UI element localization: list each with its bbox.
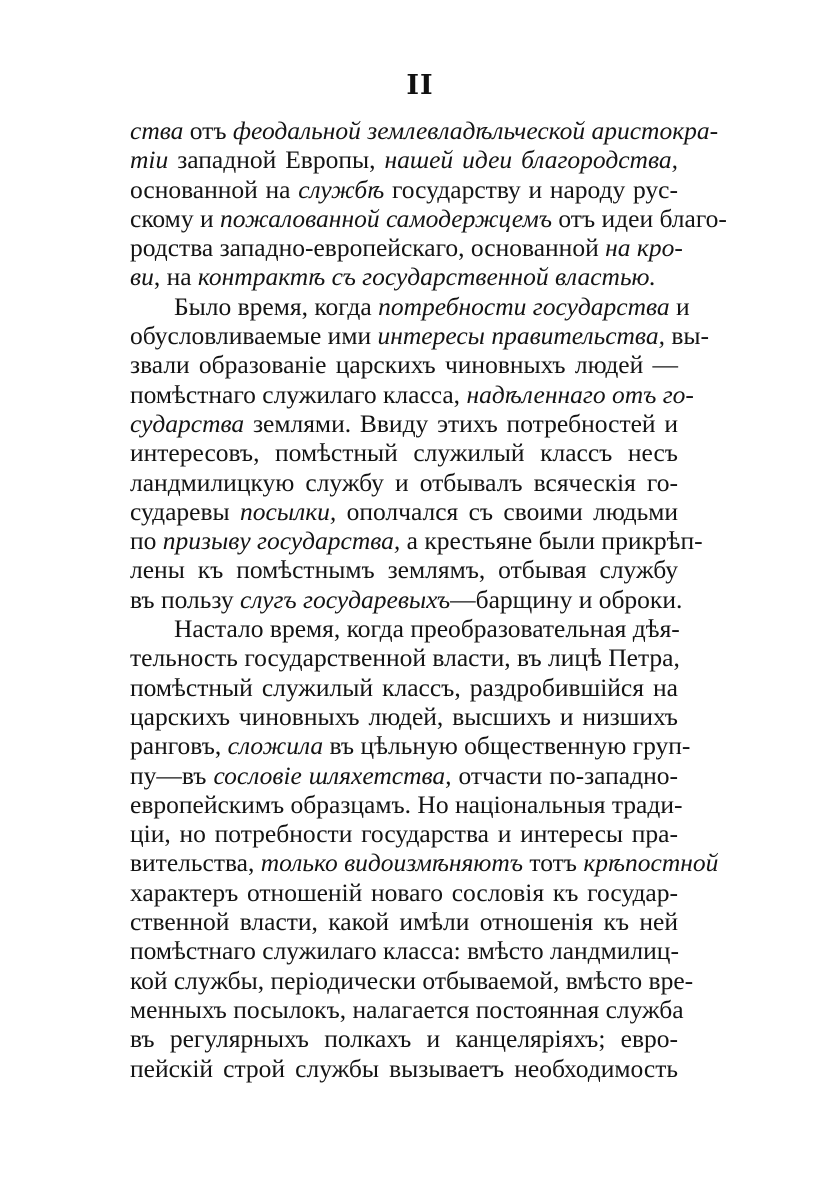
italic-text: сословіе шляхетства, (213, 760, 452, 790)
text-span: и (669, 291, 690, 321)
text-span: по (130, 526, 163, 556)
page-number: II (406, 70, 434, 101)
text-line (130, 116, 719, 145)
text-line (130, 526, 703, 556)
text-line (130, 175, 678, 204)
italic-text: службѣ (298, 174, 385, 204)
text-span: въ регулярныхъ полкахъ и канцеляріяхъ; евро- (130, 1024, 678, 1054)
text-line (130, 262, 678, 291)
text-span: лены къ помѣстнымъ землямъ, отбывая службу (130, 555, 678, 585)
text-line (130, 907, 678, 936)
text-line (130, 203, 727, 233)
italic-text: контрактѣ съ государственной властью. (197, 262, 656, 292)
text-span: —барщину и оброки. (450, 584, 683, 614)
text-line (130, 761, 678, 790)
italic-text: только видоизмѣняютъ (260, 848, 524, 878)
body-text (130, 116, 727, 1083)
text-span: царскихъ чиновныхъ людей, высшихъ и низшихъ (130, 701, 678, 731)
text-span: европейскимъ образцамъ. Но національныя тради- (130, 789, 683, 819)
text-line (130, 702, 678, 731)
text-line (130, 584, 683, 614)
text-line (130, 643, 678, 672)
text-span: отъ (183, 116, 233, 145)
italic-text: пожалованной самодержцемъ (219, 203, 553, 233)
text-span: тельность государственной власти, въ лицѣ Петра, (130, 643, 680, 673)
text-span: помѣстный служилый классъ, раздробившійся на (130, 672, 678, 702)
italic-text: призыву государства, (162, 526, 401, 556)
text-line (130, 145, 678, 174)
italic-text: потребности государства (378, 291, 670, 321)
text-span: вительства, (130, 848, 261, 878)
text-span: интересовъ, помѣстный служилый классъ несъ (130, 438, 678, 468)
text-line (130, 321, 710, 351)
text-span: пейскій строй службы вызываетъ необходимость (130, 1053, 678, 1083)
text-span: въ цѣльную общественную груп- (323, 731, 691, 761)
text-line (130, 819, 678, 848)
text-span: кой службы, періодически отбываемой, вмѣсто вре- (130, 965, 694, 995)
text-span: ціи, но потребности государства и интересы пра- (130, 819, 678, 849)
text-line (130, 350, 678, 379)
italic-text: посылки, (240, 496, 337, 526)
italic-text: слугъ государевыхъ (240, 584, 451, 614)
text-span: пу—въ (130, 760, 214, 790)
text-span: скому и (130, 203, 220, 233)
text-line (130, 468, 678, 497)
text-span: основанной на (130, 174, 299, 204)
text-line (130, 731, 691, 761)
text-span: звали образованіе царскихъ чиновныхъ людей — (130, 350, 678, 380)
text-line (130, 789, 683, 819)
text-span: а крестьяне были прикрѣп- (400, 526, 703, 556)
text-span: Было время, когда (174, 291, 379, 321)
text-span: ополчался съ своими людьми (336, 496, 678, 526)
italic-text: сударства (130, 408, 245, 438)
text-line (130, 936, 678, 965)
text-span: въ пользу (130, 584, 241, 614)
italic-text: ства (130, 116, 184, 145)
italic-text: ви (130, 262, 154, 292)
italic-text: нашей идеи благородства, (384, 145, 678, 175)
text-span: отъ идеи благо- (552, 203, 727, 233)
text-line (130, 1054, 678, 1083)
text-span: Настало время, когда преобразовательная дѣя- (174, 614, 680, 644)
italic-text: тіи (130, 145, 169, 175)
text-span: ственной власти, какой имѣли отношенія къ ней (130, 907, 678, 937)
text-line (130, 409, 678, 438)
italic-text: крѣпостной (583, 848, 719, 878)
text-line (130, 555, 678, 584)
italic-text: надѣленнаго отъ го- (466, 379, 694, 409)
text-span: обусловливаемые ими (130, 321, 378, 351)
italic-text: интересы правительства, (377, 321, 665, 351)
text-line (130, 994, 684, 1024)
text-line (130, 438, 678, 467)
text-line (130, 878, 678, 907)
text-span: вы- (664, 321, 710, 351)
text-span: отчасти по-западно- (451, 760, 678, 790)
text-span: землями. Ввиду этихъ потребностей и (244, 408, 678, 438)
text-span: западной Европы, (168, 145, 385, 175)
text-line (130, 848, 719, 878)
text-line (130, 614, 678, 643)
text-line (130, 965, 694, 995)
text-span: сударевы (130, 496, 240, 526)
text-line (130, 1024, 678, 1053)
italic-text: на кро- (605, 233, 683, 263)
text-line (130, 673, 678, 702)
text-span: характеръ отношеній новаго сословія къ государ- (130, 877, 678, 907)
italic-text: феодальной землевладѣльческой аристокра- (232, 116, 719, 145)
text-span: тотъ (523, 848, 584, 878)
text-span: помѣстнаго служилаго класса, (130, 379, 467, 409)
text-line (130, 497, 678, 526)
italic-text: сложила (227, 731, 324, 761)
text-span: менныхъ посылокъ, налагается постоянная служба (130, 994, 684, 1024)
text-line (130, 379, 694, 409)
text-span: помѣстнаго служилаго класса: вмѣсто ландмилиц- (130, 936, 679, 966)
text-span: ландмилицкую службу и отбывалъ всяческія го- (130, 467, 678, 497)
text-span: ранговъ, (130, 731, 228, 761)
text-line (130, 233, 683, 263)
text-span: государству и народу рус- (384, 174, 678, 204)
text-span: родства западно-европейскаго, основанной (130, 233, 606, 263)
text-span: , на (153, 262, 198, 292)
text-line (130, 291, 690, 321)
